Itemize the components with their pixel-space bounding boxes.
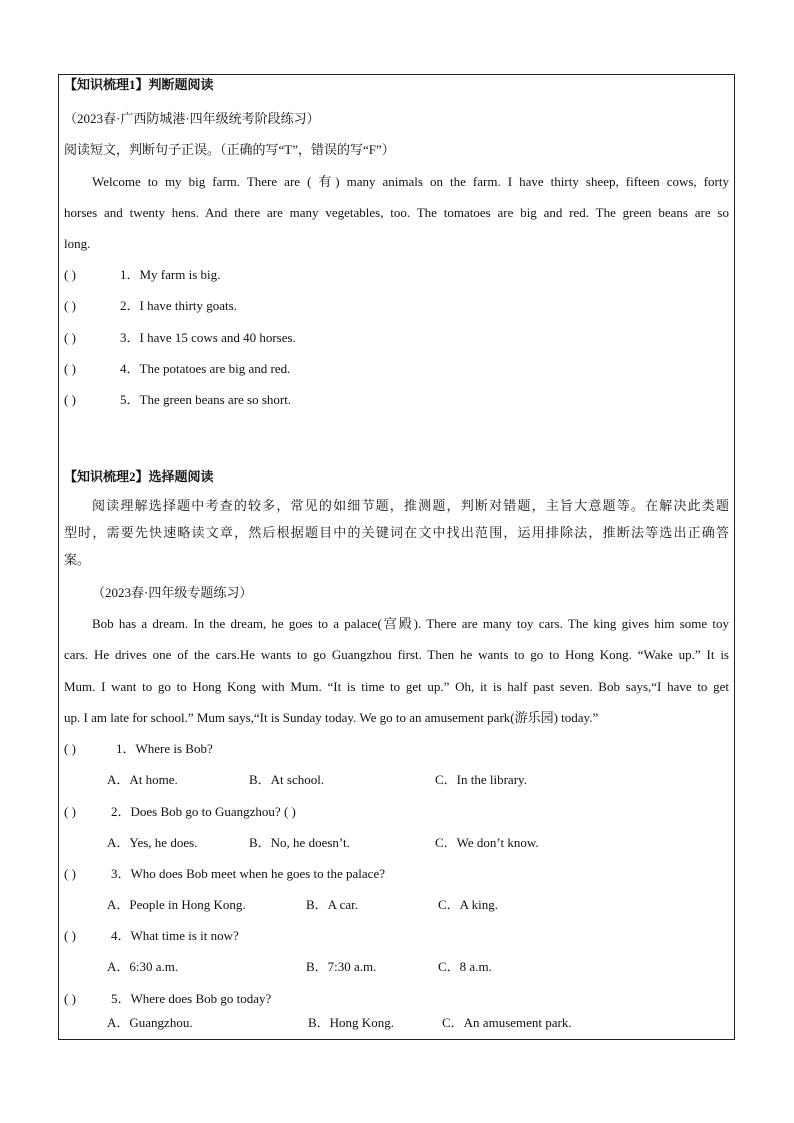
option-c[interactable]: C．8 a.m. bbox=[438, 959, 492, 974]
answer-blank[interactable]: ( ) bbox=[64, 330, 76, 345]
intro-line-1: 阅读理解选择题中考查的较多，常见的如细节题，推测题，判断对错题，主旨大意题等。在解决此类题 bbox=[92, 498, 729, 513]
answer-blank[interactable]: ( ) bbox=[64, 267, 76, 282]
option-b[interactable]: B．No, he doesn’t. bbox=[249, 835, 350, 850]
answer-blank[interactable]: ( ) bbox=[64, 804, 76, 819]
option-a[interactable]: A．People in Hong Kong. bbox=[107, 897, 246, 912]
option-a[interactable]: A．At home. bbox=[107, 772, 178, 787]
section2-title: 【知识梳理2】选择题阅读 bbox=[64, 469, 214, 484]
section1-source: （2023春·广西防城港·四年级统考阶段练习） bbox=[64, 111, 320, 126]
section2-source: （2023春·四年级专题练习） bbox=[92, 585, 253, 600]
section1-instruction: 阅读短文，判断句子正误。（正确的写“T”，错误的写“F”） bbox=[64, 142, 395, 157]
answer-blank[interactable]: ( ) bbox=[64, 361, 76, 376]
option-c[interactable]: C．We don’t know. bbox=[435, 835, 539, 850]
answer-blank[interactable]: ( ) bbox=[64, 928, 76, 943]
question-text: 4．The potatoes are big and red. bbox=[120, 361, 291, 376]
question-text: 3．I have 15 cows and 40 horses. bbox=[120, 330, 296, 345]
option-a[interactable]: A．6:30 a.m. bbox=[107, 959, 179, 974]
question-text: 1．My farm is big. bbox=[120, 267, 221, 282]
passage1-line-3: long. bbox=[64, 236, 91, 251]
answer-blank[interactable]: ( ) bbox=[64, 991, 76, 1006]
question-text: 2．I have thirty goats. bbox=[120, 298, 237, 313]
intro-line-2: 型时，需要先快速略读文章，然后根据题目中的关键词在文中找出范围，运用排除法，推断法等选出正确答 bbox=[64, 525, 729, 540]
passage1-line-2: horses and twenty hens. And there are many vegetables, too. The tomatoes are big and red. The green beans are so bbox=[64, 205, 729, 220]
option-a[interactable]: A．Yes, he does. bbox=[107, 835, 198, 850]
question-text: 5．Where does Bob go today? bbox=[111, 991, 272, 1006]
passage2-line-1: Bob has a dream. In the dream, he goes to a palace(宫殿). There are many toy cars. The king gives him some toy bbox=[92, 616, 729, 631]
question-text: 4．What time is it now? bbox=[111, 928, 239, 943]
option-b[interactable]: B．At school. bbox=[249, 772, 325, 787]
option-c[interactable]: C．An amusement park. bbox=[442, 1015, 572, 1030]
option-c[interactable]: C．A king. bbox=[438, 897, 498, 912]
answer-blank[interactable]: ( ) bbox=[64, 298, 76, 313]
passage2-line-3: Mum. I want to go to Hong Kong with Mum. “It is time to get up.” Oh, it is half past seven. Bob says,“I have to get bbox=[64, 679, 729, 694]
answer-blank[interactable]: ( ) bbox=[64, 741, 76, 756]
question-text: 2．Does Bob go to Guangzhou? ( ) bbox=[111, 804, 296, 819]
question-text: 1．Where is Bob? bbox=[116, 741, 213, 756]
passage1-line-1: Welcome to my big farm. There are ( 有) many animals on the farm. I have thirty sheep, fifteen cows, forty bbox=[92, 174, 729, 189]
option-a[interactable]: A．Guangzhou. bbox=[107, 1015, 193, 1030]
answer-blank[interactable]: ( ) bbox=[64, 392, 76, 407]
intro-line-3: 案。 bbox=[64, 552, 91, 567]
option-c[interactable]: C．In the library. bbox=[435, 772, 527, 787]
question-text: 5．The green beans are so short. bbox=[120, 392, 292, 407]
question-text: 3．Who does Bob meet when he goes to the palace? bbox=[111, 866, 385, 881]
option-b[interactable]: B．Hong Kong. bbox=[308, 1015, 394, 1030]
passage2-line-4: up. I am late for school.” Mum says,“It is Sunday today. We go to an amusement park(游乐园) today.” bbox=[64, 710, 599, 725]
option-b[interactable]: B．A car. bbox=[306, 897, 358, 912]
passage2-line-2: cars. He drives one of the cars.He wants to go Guangzhou first. Then he wants to go to Hong Kong. “Wake up.” It is bbox=[64, 647, 729, 662]
section1-title: 【知识梳理1】判断题阅读 bbox=[64, 77, 214, 92]
answer-blank[interactable]: ( ) bbox=[64, 866, 76, 881]
option-b[interactable]: B．7:30 a.m. bbox=[306, 959, 377, 974]
